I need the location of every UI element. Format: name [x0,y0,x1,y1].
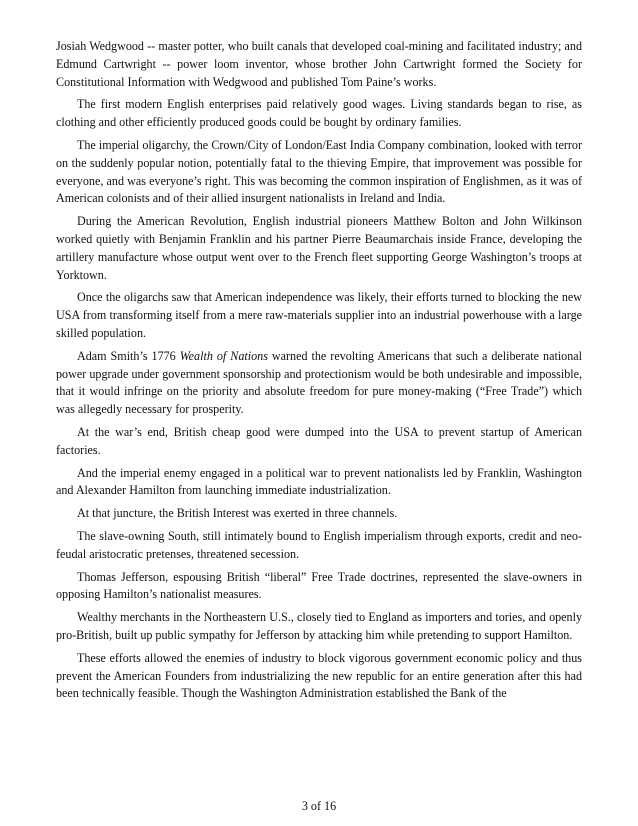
paragraph [56,289,582,342]
text-run: At the war’s end, British cheap good were dumped into the USA to prevent startup of American factories. [56,424,582,457]
text-run: And the imperial enemy engaged in a political war to prevent nationalists led by Franklin, Washington and Alexander Hamilton from launching immediate industrialization. [56,465,582,498]
paragraph [56,650,582,703]
paragraph [56,137,582,208]
paragraph [56,465,582,501]
page-number: 3 of 16 [301,799,337,813]
document-page [56,38,582,708]
text-run: At that juncture, the British Interest was exerted in three channels. [77,506,398,521]
paragraph [56,505,582,523]
paragraph [56,569,582,605]
text-run: Thomas Jefferson, espousing British “liberal” Free Trade doctrines, represented the slave-owners in opposing Hamilton’s nationalist measures. [56,569,582,602]
paragraph [56,609,582,645]
text-run: warned the revolting Americans that such a deliberate national power upgrade under government sponsorship and protectionism would be both undesirable and impossible, that it would infringe on the priority and absolute freedom for pure money-making (“Free Trade”) which was allegedly necessary for prosperity. [56,348,582,417]
paragraph [56,528,582,564]
text-run: During the American Revolution, English industrial pioneers Matthew Bolton and John Wilkinson worked quietly with Benjamin Franklin and his partner Pierre Beaumarchais inside France, developing the artillery manufacture whose output went over to the French fleet supporting George Washington’s troops at Yorktown. [56,214,582,282]
text-run: The imperial oligarchy, the Crown/City of London/East India Company combination, looked with terror on the suddenly popular notion, potentially fatal to the thieving Empire, that improvement was possible for everyone, and was everyone’s right. This was becoming the common inspiration of Englishmen, as it was of American colonists and of their allied insurgent nationalists in Ireland and India. [56,137,582,206]
text-run: Adam Smith’s 1776 [77,348,180,363]
paragraph [56,348,582,419]
paragraph [56,38,582,91]
paragraph [56,424,582,460]
text-run: The first modern English enterprises paid relatively good wages. Living standards began to rise, as clothing and other efficiently produced goods could be bought by ordinary families. [56,97,582,130]
book-title: Wealth of Nations [179,348,268,363]
text-run: Wealthy merchants in the Northeastern U.S., closely tied to England as importers and tories, and openly pro-British, built up public sympathy for Jefferson by attacking him while pretending to support Hamilton. [56,610,582,642]
text-run: Once the oligarchs saw that American independence was likely, their efforts turned to blocking the new USA from transforming itself from a mere raw-materials supplier into an industrial powerhouse with a large skilled population. [56,290,582,340]
text-run: The slave-owning South, still intimately bound to English imperialism through exports, credit and neo-feudal aristocratic pretenses, threatened secession. [56,528,582,561]
text-run: These efforts allowed the enemies of industry to block vigorous government economic policy and thus prevent the American Founders from industrializing the new republic for an entire generation after this had been technically feasible. Though the Washington Administration established the Bank of the [56,650,582,701]
text-run: Josiah Wedgwood -- master potter, who built canals that developed coal-mining and facilitated industry; and Edmund Cartwright -- power loom inventor, whose brother John Cartwright formed the Society for Constitutional Information with Wedgwood and published Tom Paine’s works. [56,39,582,89]
paragraph [56,96,582,132]
paragraph [56,213,582,284]
